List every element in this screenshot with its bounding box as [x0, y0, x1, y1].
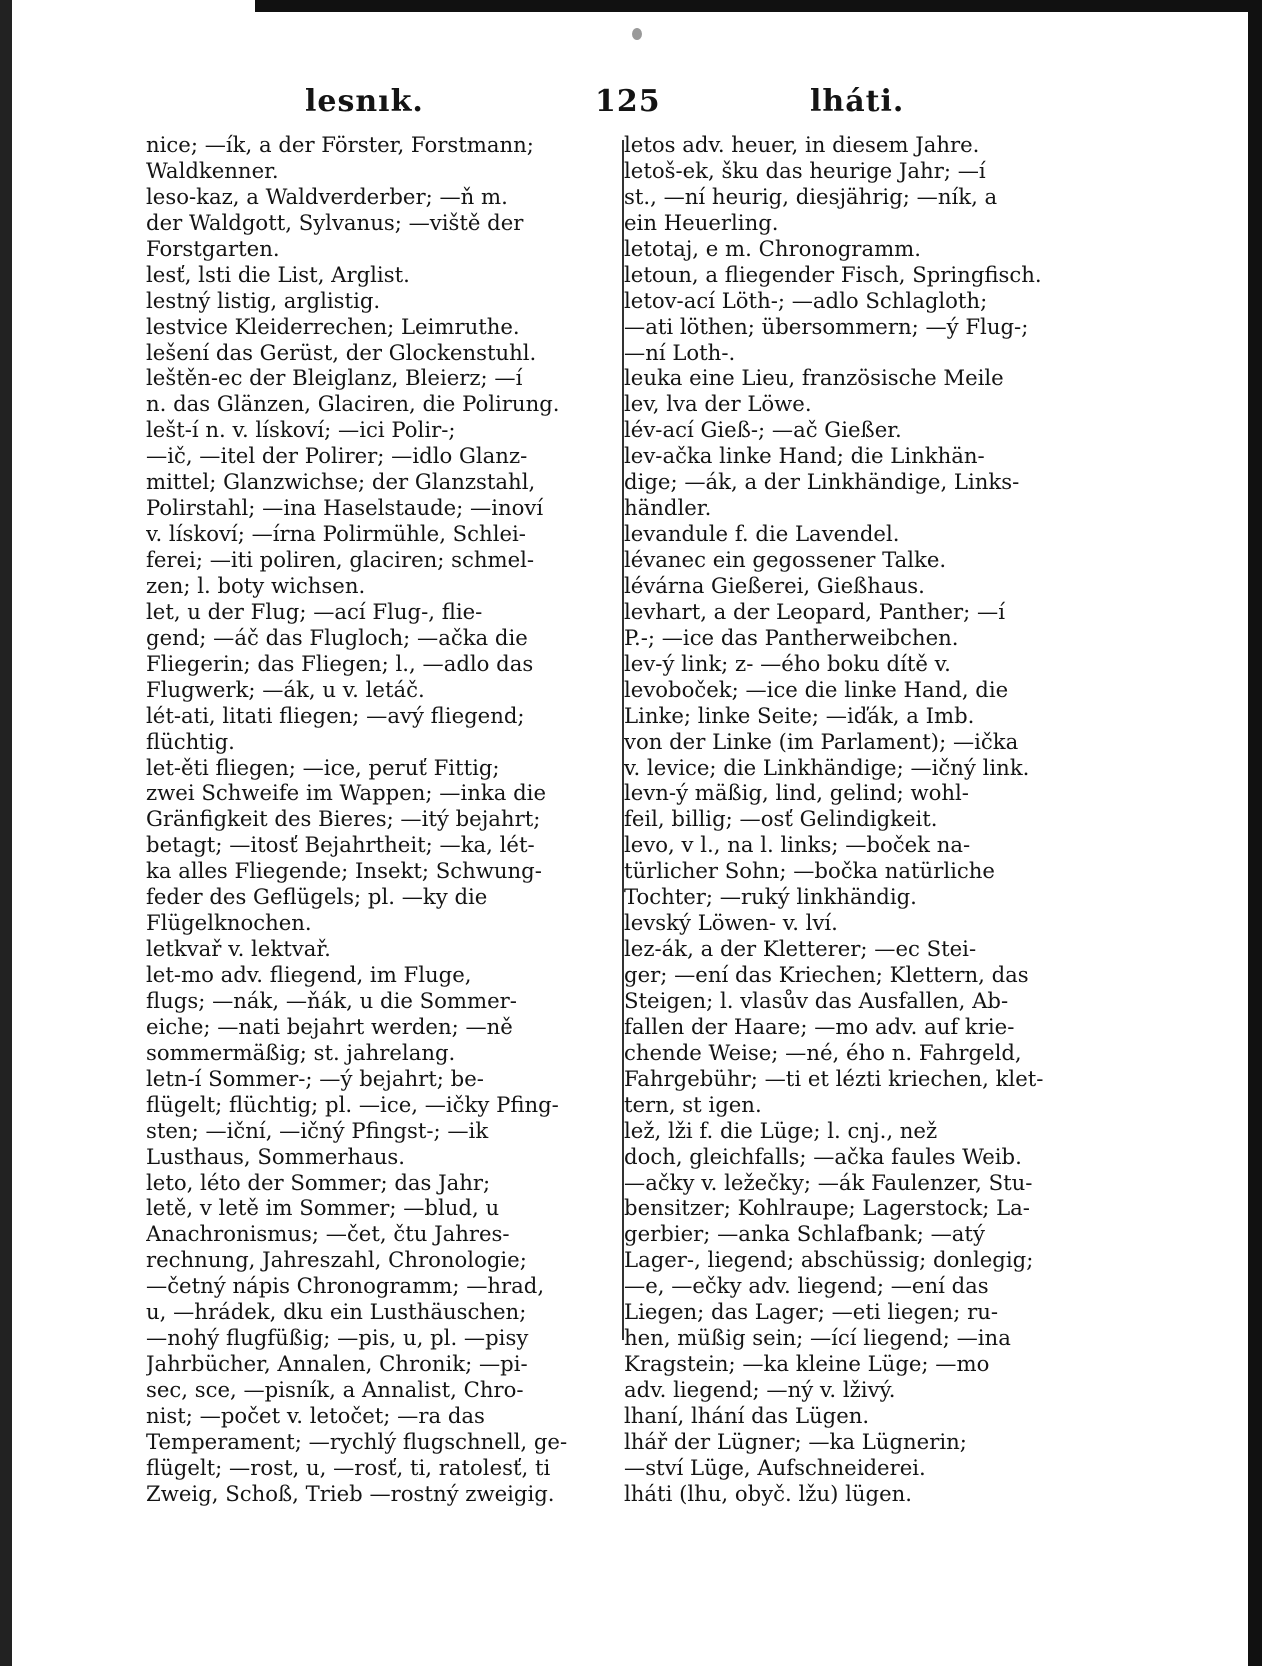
dictionary-line: rechnung, Jahreszahl, Chronologie;	[146, 1247, 527, 1273]
dictionary-line: —četný nápis Chronogramm; —hrad,	[146, 1273, 545, 1299]
dictionary-line: Temperament; —rychlý flugschnell, ge-	[146, 1428, 568, 1454]
dictionary-line: letkvař v. lektvař.	[146, 936, 331, 962]
dictionary-line: —ič, —itel der Polirer; —idlo Glanz-	[146, 443, 528, 469]
dictionary-page	[130, 80, 1140, 1640]
dictionary-line: lévárna Gießerei, Gießhaus.	[624, 572, 925, 598]
dictionary-line: flügelt; —rost, u, —rosť, ti, ratolesť, ti	[146, 1454, 551, 1480]
dictionary-line: händler.	[624, 495, 712, 521]
dictionary-line: flüchtig.	[146, 728, 235, 754]
dictionary-line: lévanec ein gegossener Talke.	[624, 547, 947, 572]
dictionary-line: hen, müßig sein; —ící liegend; —ina	[624, 1325, 1011, 1351]
dictionary-line: Zweig, Schoß, Trieb —rostný zweigig.	[146, 1480, 555, 1506]
dictionary-line: P.-; —ice das Pantherweibchen.	[624, 624, 959, 650]
dictionary-line: lét-ati, litati fliegen; —avý fliegend;	[146, 702, 525, 728]
dictionary-line: der Waldgott, Sylvanus; —viště der	[146, 209, 524, 235]
dictionary-line: tern, st igen.	[624, 1091, 762, 1117]
dictionary-line: türlicher Sohn; —bočka natürliche	[624, 858, 995, 884]
dictionary-line: sten; —iční, —ičný Pfingst-; —ik	[146, 1117, 489, 1143]
dictionary-line: —ati löthen; übersommern; —ý Flug-;	[624, 313, 1029, 339]
dictionary-line: levský Löwen- v. lví.	[624, 910, 838, 936]
dictionary-line: levandule f. die Lavendel.	[624, 521, 900, 547]
dictionary-line: lesť, lsti die List, Arglist.	[146, 261, 410, 287]
dictionary-line: dige; —ák, a der Linkhändige, Links-	[624, 469, 1020, 495]
dictionary-line: flugs; —nák, —ňák, u die Sommer-	[146, 987, 517, 1013]
dictionary-line: —nohý flugfüßig; —pis, u, pl. —pisy	[146, 1325, 529, 1351]
dictionary-line: zen; l. boty wichsen.	[146, 572, 366, 598]
dictionary-line: v. levice; die Linkhändige; —ičný link.	[624, 754, 1030, 780]
dictionary-line: Anachronismus; —čet, čtu Jahres-	[146, 1221, 510, 1247]
dictionary-line: zwei Schweife im Wappen; —inka die	[146, 780, 546, 806]
dictionary-line: nice; —ík, a der Förster, Forstmann;	[146, 132, 534, 157]
dictionary-line: letoun, a fliegender Fisch, Springfisch.	[624, 261, 1042, 287]
dictionary-line: levhart, a der Leopard, Panther; —í	[624, 598, 1005, 624]
dictionary-line: letě, v letě im Sommer; —blud, u	[146, 1195, 500, 1221]
dictionary-line: n. das Glänzen, Glaciren, die Polirung.	[146, 391, 560, 417]
dictionary-line: Polirstahl; —ina Haselstaude; —inoví	[146, 495, 544, 521]
dictionary-line: —ní Loth-.	[624, 339, 736, 365]
dictionary-line: levoboček; —ice die linke Hand, die	[624, 676, 1009, 702]
page-edge-top	[255, 0, 1262, 12]
dictionary-line: let-ěti fliegen; —ice, peruť Fittig;	[146, 754, 500, 780]
ink-dot	[632, 28, 642, 40]
dictionary-line: lhář der Lügner; —ka Lügnerin;	[624, 1428, 967, 1454]
dictionary-line: Steigen; l. vlasův das Ausfallen, Ab-	[624, 987, 1009, 1013]
dictionary-line: lešení das Gerüst, der Glockenstuhl.	[146, 339, 537, 365]
dictionary-line: bensitzer; Kohlraupe; Lagerstock; La-	[624, 1195, 1030, 1221]
dictionary-line: lhaní, lhání das Lügen.	[624, 1402, 870, 1428]
dictionary-line: mittel; Glanzwichse; der Glanzstahl,	[146, 469, 536, 495]
dictionary-line: v. lískoví; —írna Polirmühle, Schlei-	[146, 521, 526, 547]
dictionary-line: leto, léto der Sommer; das Jahr;	[146, 1169, 491, 1195]
dictionary-line: Gränfigkeit des Bieres; —itý bejahrt;	[146, 806, 541, 832]
dictionary-line: —ství Lüge, Aufschneiderei.	[624, 1454, 926, 1480]
dictionary-line: lešt-í n. v. lískoví; —ici Polir-;	[146, 417, 456, 443]
dictionary-line: ger; —ení das Kriechen; Klettern, das	[624, 962, 1029, 987]
dictionary-line: —ačky v. ležečky; —ák Faulenzer, Stu-	[624, 1169, 1033, 1195]
header-right-guideword: lháti.	[810, 84, 905, 119]
dictionary-line: letov-ací Löth-; —adlo Schlagloth;	[624, 287, 988, 313]
dictionary-line: levo, v l., na l. links; —boček na-	[624, 832, 971, 858]
header-left-guideword: lesnık.	[305, 84, 424, 119]
dictionary-line: lháti (lhu, obyč. lžu) lügen.	[624, 1480, 912, 1506]
dictionary-line: u, —hrádek, dku ein Lusthäuschen;	[146, 1299, 527, 1325]
dictionary-line: Liegen; das Lager; —eti liegen; ru-	[624, 1299, 999, 1325]
dictionary-line: adv. liegend; —ný v. lživý.	[624, 1377, 896, 1402]
dictionary-line: —e, —ečky adv. liegend; —ení das	[624, 1273, 989, 1299]
dictionary-line: Forstgarten.	[146, 235, 280, 261]
dictionary-line: levn-ý mäßig, lind, gelind; wohl-	[624, 780, 969, 806]
dictionary-line: Lusthaus, Sommerhaus.	[146, 1143, 406, 1169]
dictionary-line: Tochter; —ruký linkhändig.	[624, 884, 917, 910]
dictionary-line: eiche; —nati bejahrt werden; —ně	[146, 1013, 513, 1039]
dictionary-line: letos adv. heuer, in diesem Jahre.	[624, 132, 980, 157]
dictionary-line: flügelt; flüchtig; pl. —ice, —ičky Pfing-	[146, 1091, 559, 1117]
dictionary-line: Flugwerk; —ák, u v. letáč.	[146, 676, 425, 702]
dictionary-line: doch, gleichfalls; —ačka faules Weib.	[624, 1143, 1022, 1169]
dictionary-line: ein Heuerling.	[624, 209, 779, 235]
dictionary-line: ka alles Fliegende; Insekt; Schwung-	[146, 858, 542, 884]
dictionary-line: Flügelknochen.	[146, 910, 312, 936]
dictionary-line: Kragstein; —ka kleine Lüge; —mo	[624, 1351, 990, 1377]
dictionary-line: feder des Geflügels; pl. —ky die	[146, 884, 488, 910]
dictionary-line: betagt; —itosť Bejahrtheit; —ka, lét-	[146, 832, 535, 858]
dictionary-line: let-mo adv. fliegend, im Fluge,	[146, 962, 472, 987]
dictionary-line: Fliegerin; das Fliegen; l., —adlo das	[146, 650, 534, 676]
page-edge-right	[1248, 0, 1262, 1666]
dictionary-line: Fahrgebühr; —ti et lézti kriechen, klet-	[624, 1065, 1044, 1091]
dictionary-line: Lager-, liegend; abschüssig; donlegig;	[624, 1247, 1034, 1273]
dictionary-line: letn-í Sommer-; —ý bejahrt; be-	[146, 1065, 484, 1091]
dictionary-line: lev-ačka linke Hand; die Linkhän-	[624, 443, 985, 469]
dictionary-line: ferei; —iti poliren, glaciren; schmel-	[146, 547, 535, 572]
dictionary-line: feil, billig; —osť Gelindigkeit.	[624, 806, 938, 832]
dictionary-line: letotaj, e m. Chronogramm.	[624, 235, 921, 261]
page-number: 125	[595, 84, 661, 119]
dictionary-line: leuka eine Lieu, französische Meile	[624, 365, 1004, 391]
page-header	[130, 80, 1140, 130]
dictionary-line: fallen der Haare; —mo adv. auf krie-	[624, 1013, 1015, 1039]
dictionary-line: nist; —počet v. letočet; —ra das	[146, 1402, 485, 1428]
dictionary-line: letoš-ek, šku das heurige Jahr; —í	[624, 157, 986, 183]
left-column	[146, 132, 631, 1507]
dictionary-line: let, u der Flug; —ací Flug-, flie-	[146, 598, 483, 624]
dictionary-line: lev-ý link; z- —ého boku dítě v.	[624, 650, 951, 676]
dictionary-line: lez-ák, a der Kletterer; —ec Stei-	[624, 936, 977, 962]
dictionary-line: Linke; linke Seite; —iďák, a Imb.	[624, 702, 975, 728]
dictionary-line: chende Weise; —né, ého n. Fahrgeld,	[624, 1039, 1022, 1065]
dictionary-line: Jahrbücher, Annalen, Chronik; —pi-	[146, 1351, 528, 1377]
dictionary-line: lež, lži f. die Lüge; l. cnj., než	[624, 1117, 938, 1143]
dictionary-line: gend; —áč das Flugloch; —ačka die	[146, 624, 528, 650]
dictionary-line: lestný listig, arglistig.	[146, 287, 381, 313]
right-column	[624, 132, 1129, 1507]
dictionary-line: lev, lva der Löwe.	[624, 391, 812, 417]
dictionary-line: lestvice Kleiderrechen; Leimruthe.	[146, 313, 520, 339]
page-edge-left	[0, 0, 12, 1666]
dictionary-line: lév-ací Gieß-; —ač Gießer.	[624, 417, 902, 443]
dictionary-line: leso-kaz, a Waldverderber; —ň m.	[146, 183, 508, 209]
dictionary-line: sommermäßig; st. jahrelang.	[146, 1039, 456, 1065]
dictionary-line: sec, sce, —pisník, a Annalist, Chro-	[146, 1377, 524, 1402]
dictionary-line: gerbier; —anka Schlafbank; —atý	[624, 1221, 985, 1247]
dictionary-line: leštěn-ec der Bleiglanz, Bleierz; —í	[146, 365, 523, 391]
dictionary-line: von der Linke (im Parlament); —ička	[624, 728, 1019, 754]
dictionary-line: st., —ní heurig, diesjährig; —ník, a	[624, 183, 998, 209]
dictionary-line: Waldkenner.	[146, 157, 279, 183]
